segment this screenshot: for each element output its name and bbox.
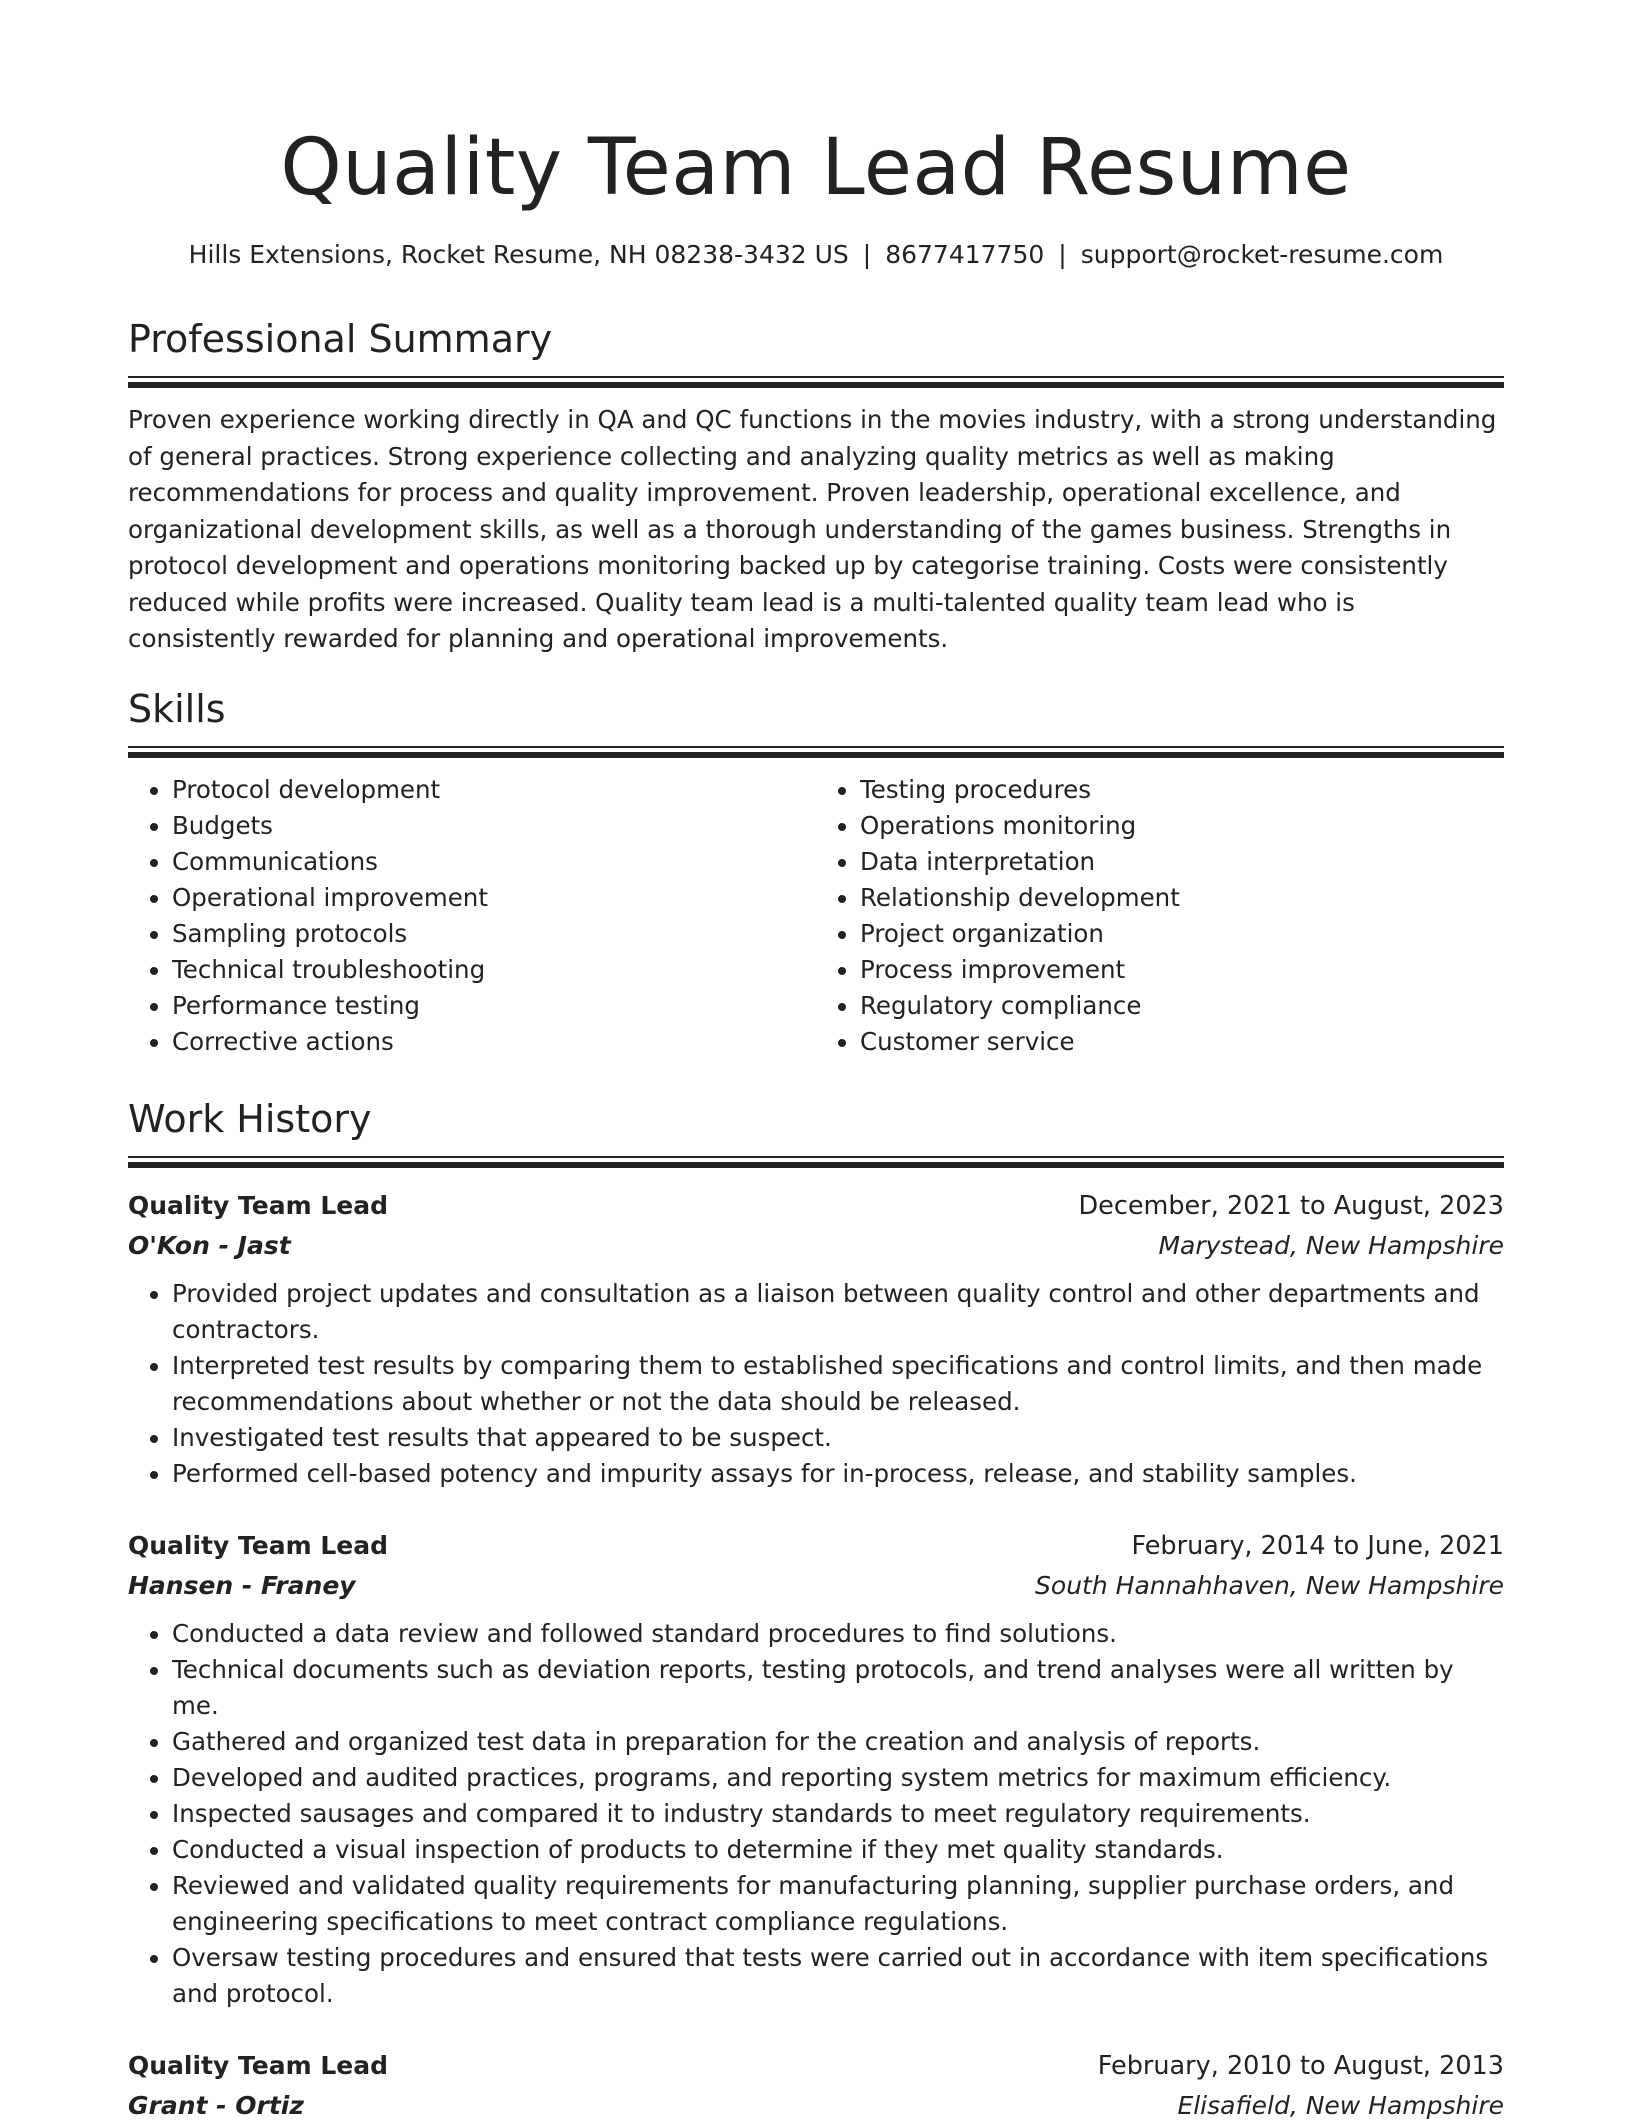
job-title: Quality Team Lead (128, 1530, 388, 1560)
skill-item: • Operations monitoring (860, 808, 1504, 844)
skill-item: • Data interpretation (860, 844, 1504, 880)
job-bullet: • Gathered and organized test data in preparation for the creation and analysis of reports. (172, 1724, 1504, 1760)
job-entry (128, 2046, 1504, 2126)
job-dates: February, 2014 to June, 2021 (1131, 1530, 1504, 1561)
job-bullet: • Provided project updates and consultation as a liaison between quality control and other departments and contractors. (172, 1276, 1504, 1348)
job-dates: February, 2010 to August, 2013 (1097, 2050, 1504, 2081)
job-employer-row (128, 1226, 1504, 1266)
section-divider (128, 746, 1504, 758)
job-company: Grant - Ortiz (128, 2090, 304, 2120)
skills-heading: Skills (128, 686, 226, 731)
summary-text: Proven experience working directly in QA and QC functions in the movies industry, with a strong understanding of general practices. Strong experience collecting and analyzing quality metrics as well as making recommendations for process and quality improvement. Proven leadership, operational excellence, and organizational development skills, as well as a thorough understanding of the games business. Strengths in protocol development and operations monitoring backed up by categorise training. Costs were consistently reduced while profits were increased. Quality team lead is a multi-talented quality team lead who is consistently rewarded for planning and operational improvements. (128, 405, 1497, 653)
job-location: Elisafield, New Hampshire (1177, 2090, 1504, 2120)
skill-item: • Project organization (860, 916, 1504, 952)
skill-item: • Regulatory compliance (860, 988, 1504, 1024)
job-bullet: • Technical documents such as deviation reports, testing protocols, and trend analyses were all written by me. (172, 1652, 1504, 1724)
contact-line (128, 238, 1504, 272)
job-bullet: • Reviewed and validated quality requirements for manufacturing planning, supplier purchase orders, and engineering specifications to meet contract compliance regulations. (172, 1868, 1504, 1940)
job-bullet: • Developed and audited practices, programs, and reporting system metrics for maximum efficiency. (172, 1760, 1504, 1796)
job-bullets (128, 1616, 1504, 2012)
skills-column-right (816, 772, 1504, 1060)
skill-item: • Corrective actions (172, 1024, 816, 1060)
job-company: Hansen - Franey (128, 1570, 356, 1600)
job-employer-row (128, 2086, 1504, 2126)
job-location: Marystead, New Hampshire (1158, 1230, 1504, 1260)
skill-item: • Budgets (172, 808, 816, 844)
skills-column-left (128, 772, 816, 1060)
job-bullet: • Conducted a data review and followed standard procedures to find solutions. (172, 1616, 1504, 1652)
job-header-row (128, 1186, 1504, 1226)
contact-address: Hills Extensions, Rocket Resume, NH 08238-3432 US (188, 240, 849, 269)
section-divider (128, 1156, 1504, 1168)
skill-item: • Process improvement (860, 952, 1504, 988)
contact-separator: | (1058, 240, 1067, 269)
skills-section (128, 684, 1504, 1060)
job-title: Quality Team Lead (128, 1190, 388, 1220)
contact-separator: | (862, 240, 872, 269)
job-employer-row (128, 1566, 1504, 1606)
resume-title: Quality Team Lead Resume (280, 123, 1352, 213)
skill-item: • Operational improvement (172, 880, 816, 916)
skill-item: • Sampling protocols (172, 916, 816, 952)
job-bullet: • Conducted a visual inspection of products to determine if they met quality standards. (172, 1832, 1504, 1868)
section-divider (128, 376, 1504, 388)
job-header-row (128, 1526, 1504, 1566)
contact-phone: 8677417750 (885, 240, 1045, 269)
contact-email: support@rocket-resume.com (1080, 240, 1444, 269)
job-entry (128, 1526, 1504, 2012)
job-bullet: • Oversaw testing procedures and ensured that tests were carried out in accordance with item specifications and protocol. (172, 1940, 1504, 2012)
job-bullet: • Inspected sausages and compared it to industry standards to meet regulatory requirements. (172, 1796, 1504, 1832)
skill-item: • Communications (172, 844, 816, 880)
job-bullet: • Interpreted test results by comparing them to established specifications and control limits, and then made recommendations about whether or not the data should be released. (172, 1348, 1504, 1420)
summary-section (128, 314, 1504, 658)
job-title: Quality Team Lead (128, 2050, 388, 2080)
work-history-section (128, 1094, 1504, 2126)
work-history-heading: Work History (128, 1096, 372, 1141)
job-bullet: • Investigated test results that appeared to be suspect. (172, 1420, 1504, 1456)
job-dates: December, 2021 to August, 2023 (1078, 1190, 1504, 1221)
job-location: South Hannahhaven, New Hampshire (1035, 1570, 1504, 1600)
job-entry (128, 1186, 1504, 1492)
skill-item: • Customer service (860, 1024, 1504, 1060)
skill-item: • Testing procedures (860, 772, 1504, 808)
job-header-row (128, 2046, 1504, 2086)
summary-heading: Professional Summary (128, 317, 553, 361)
skill-item: • Performance testing (172, 988, 816, 1024)
job-company: O'Kon - Jast (128, 1230, 291, 1260)
skill-item: • Protocol development (172, 772, 816, 808)
skills-grid (128, 772, 1504, 1060)
job-bullets (128, 1276, 1504, 1492)
skill-item: • Relationship development (860, 880, 1504, 916)
job-bullet: • Performed cell-based potency and impurity assays for in-process, release, and stability samples. (172, 1456, 1504, 1492)
skill-item: • Technical troubleshooting (172, 952, 816, 988)
